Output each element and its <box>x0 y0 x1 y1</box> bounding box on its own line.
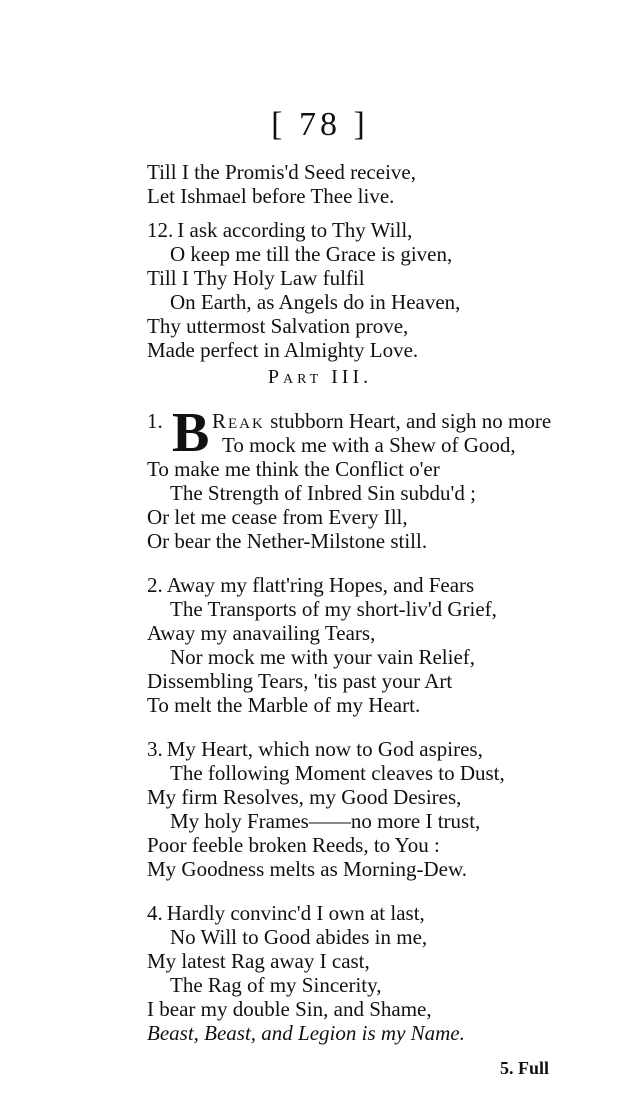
verse-line: Till I the Promis'd Seed receive, <box>147 160 416 184</box>
catchword: 5. Full <box>500 1058 550 1078</box>
verse-line-text: I ask according to Thy Will, <box>177 218 413 242</box>
part-heading: Part III. <box>267 366 373 388</box>
verse-line: Poor feeble broken Reeds, to You : <box>147 833 440 857</box>
verse-line: Away my anavailing Tears, <box>147 621 376 645</box>
verse-line: The following Moment cleaves to Dust, <box>170 761 505 785</box>
verse-number: 2. <box>147 573 163 597</box>
verse-line-numbered <box>147 573 474 597</box>
verse-line-numbered <box>147 901 425 925</box>
page-number: [ 78 ] <box>271 106 369 143</box>
small-caps-word: Reak <box>212 409 265 433</box>
verse-line: O keep me till the Grace is given, <box>170 242 453 266</box>
verse-number: 12. <box>147 218 174 242</box>
verse-line: Nor mock me with your vain Relief, <box>170 645 476 669</box>
verse-line: To mock me with a Shew of Good, <box>222 433 516 457</box>
verse-line-numbered <box>147 218 412 242</box>
verse-line: To melt the Marble of my Heart. <box>147 693 421 717</box>
verse-line: I bear my double Sin, and Shame, <box>147 997 432 1021</box>
verse-line: Let Ishmael before Thee live. <box>147 184 395 208</box>
verse-line-text: Away my flatt'ring Hopes, and Fears <box>166 573 475 597</box>
verse-line: Till I Thy Holy Law fulfil <box>147 266 365 290</box>
verse-line: My holy Frames——no more I trust, <box>170 809 481 833</box>
verse-line: Beast, Beast, and Legion is my Name. <box>147 1021 465 1045</box>
verse-line: Or let me cease from Every Ill, <box>147 505 408 529</box>
verse-line: To make me think the Conflict o'er <box>147 457 440 481</box>
verse-line: Dissembling Tears, 'tis past your Art <box>147 669 453 693</box>
verse-line: The Transports of my short-liv'd Grief, <box>170 597 497 621</box>
verse-number: 3. <box>147 737 163 761</box>
verse-line: The Rag of my Sincerity, <box>170 973 382 997</box>
verse-line-numbered <box>147 737 483 761</box>
verse-line: The Strength of Inbred Sin subdu'd ; <box>170 481 476 505</box>
verse-number: 4. <box>147 901 163 925</box>
verse-line: Made perfect in Almighty Love. <box>147 338 419 362</box>
verse-line: My Goodness melts as Morning-Dew. <box>147 857 468 881</box>
verse-line: On Earth, as Angels do in Heaven, <box>170 290 461 314</box>
verse-number: 1. <box>147 409 163 433</box>
verse-line: My latest Rag away I cast, <box>147 949 370 973</box>
verse-line-text: My Heart, which now to God aspires, <box>166 737 483 761</box>
verse-line-first <box>212 409 551 433</box>
verse-line: Or bear the Nether-Milstone still. <box>147 529 428 553</box>
verse-line-text: Hardly convinc'd I own at last, <box>166 901 425 925</box>
verse-line-text: stubborn Heart, and sigh no more <box>270 409 552 433</box>
verse-line: No Will to Good abides in me, <box>170 925 428 949</box>
verse-line: My firm Resolves, my Good Desires, <box>147 785 462 809</box>
drop-cap: B <box>172 402 210 464</box>
verse-line: Thy uttermost Salvation prove, <box>147 314 409 338</box>
